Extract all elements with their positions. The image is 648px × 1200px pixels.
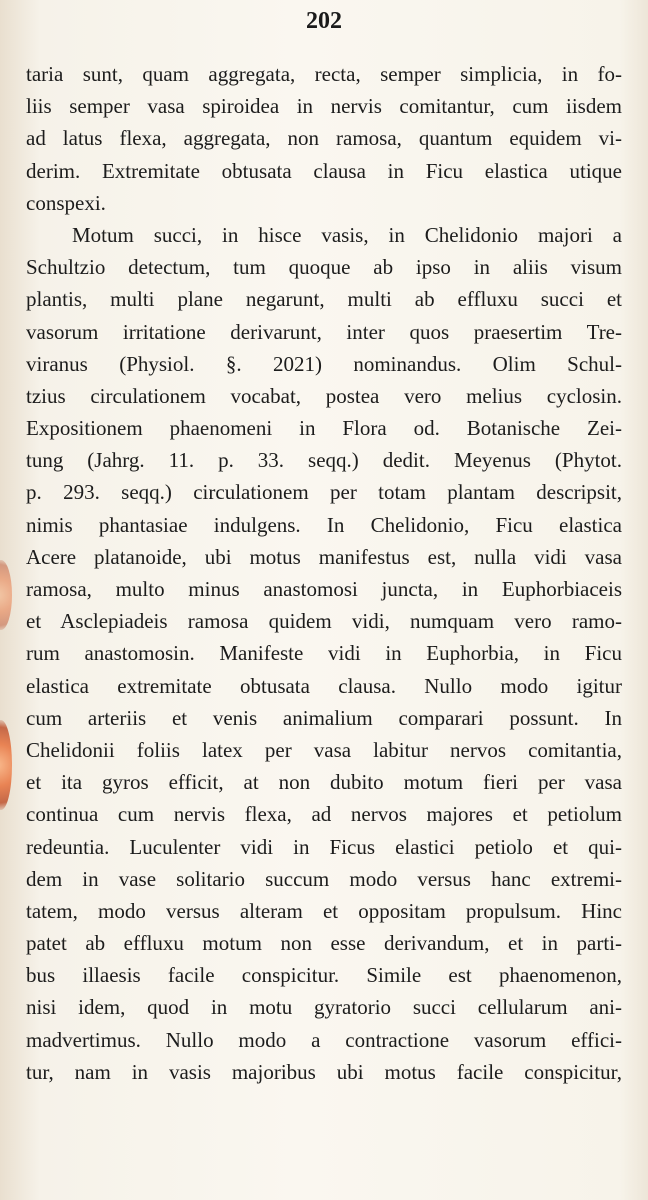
text-line: tung (Jahrg. 11. p. 33. seqq.) dedit. Meyenus (Phytot. — [26, 448, 622, 473]
text-line: vasorum irritatione derivarunt, inter quos praesertim Tre- — [26, 319, 622, 344]
text-line: Motum succi, in hisce vasis, in Chelidonio majori a — [72, 222, 622, 247]
text-line: tatem, modo versus alteram et oppositam propulsum. Hinc — [26, 898, 622, 923]
text-line: et ita gyros efficit, at non dubito motum fieri per vasa — [26, 770, 622, 795]
text-line: nisi idem, quod in motu gyratorio succi cellularum ani- — [26, 995, 622, 1020]
body-text — [26, 58, 622, 1088]
text-line: derim. Extremitate obtusata clausa in Ficu elastica utique — [26, 158, 622, 183]
text-line: plantis, multi plane negarunt, multi ab effluxu succi et — [26, 287, 622, 312]
text-line: tzius circulationem vocabat, postea vero melius cyclosin. — [26, 383, 622, 408]
page-number: 202 — [306, 8, 342, 34]
text-line: liis semper vasa spiroidea in nervis comitantur, cum iisdem — [26, 94, 622, 119]
text-line: nimis phantasiae indulgens. In Chelidonio, Ficu elastica — [26, 512, 622, 537]
text-line: conspexi. — [26, 190, 106, 215]
text-line: rum anastomosin. Manifeste vidi in Euphorbia, in Ficu — [26, 641, 622, 666]
text-line: ad latus flexa, aggregata, non ramosa, quantum equidem vi- — [26, 126, 622, 151]
text-line: redeuntia. Luculenter vidi in Ficus elastici petiolo et qui- — [26, 834, 622, 859]
text-line: ramosa, multo minus anastomosi juncta, in Euphorbiaceis — [26, 577, 622, 601]
text-line: dem in vase solitario succum modo versus hanc extremi- — [26, 866, 622, 891]
text-line: cum arteriis et venis animalium comparari possunt. In — [26, 705, 622, 730]
page-edge-stain — [0, 560, 12, 630]
text-line: madvertimus. Nullo modo a contractione vasorum effici- — [26, 1027, 622, 1052]
text-line: Expositionem phaenomeni in Flora od. Botanische Zei- — [26, 416, 622, 441]
text-line: taria sunt, quam aggregata, recta, semper simplicia, in fo- — [26, 62, 622, 86]
page-edge-stain — [0, 720, 12, 810]
text-line: p. 293. seqq.) circulationem per totam plantam descripsit, — [26, 480, 622, 505]
text-line: bus illaesis facile conspicitur. Simile est phaenomenon, — [26, 963, 622, 988]
text-line: continua cum nervis flexa, ad nervos majores et petiolum — [26, 802, 622, 827]
text-line: Schultzio detectum, tum quoque ab ipso in aliis visum — [26, 255, 622, 280]
text-line: et Asclepiadeis ramosa quidem vidi, numquam vero ramo- — [26, 609, 622, 634]
text-line: Chelidonii foliis latex per vasa labitur nervos comitantia, — [26, 737, 622, 762]
text-line: tur, nam in vasis majoribus ubi motus facile conspicitur, — [26, 1059, 622, 1084]
text-line: viranus (Physiol. §. 2021) nominandus. Olim Schul- — [26, 351, 622, 376]
text-line: elastica extremitate obtusata clausa. Nullo modo igitur — [26, 673, 622, 698]
text-line: Acere platanoide, ubi motus manifestus est, nulla vidi vasa — [26, 544, 622, 569]
text-line: patet ab effluxu motum non esse derivandum, et in parti- — [26, 931, 622, 956]
